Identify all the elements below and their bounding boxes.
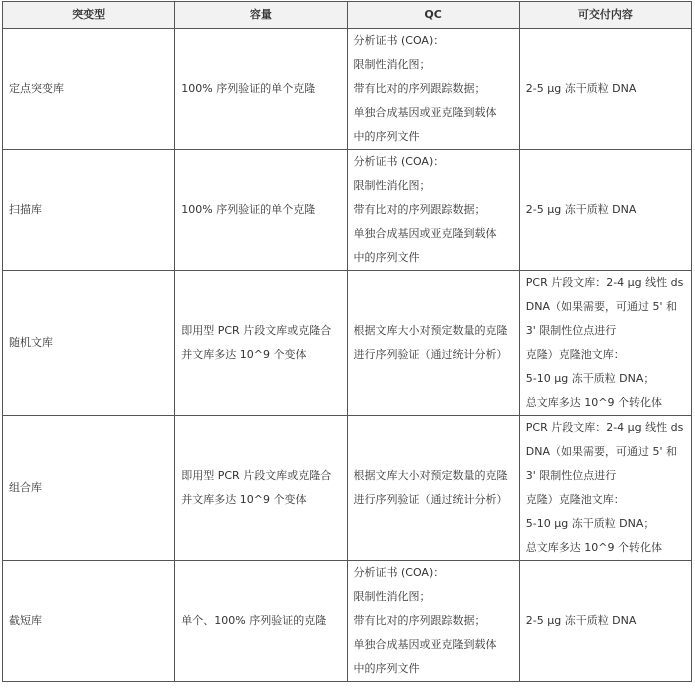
qc-line: 中的序列文件 [353,130,420,143]
library-table [2,1,692,682]
qc-line: 单独合成基因或亚克隆到载体 [353,227,497,240]
cell-type: 截短库 [3,561,175,682]
qc-line: 分析证书 (COA)： [353,566,445,579]
cell-qc [347,150,519,271]
header-row [3,2,692,29]
cell-capacity: 即用型 PCR 片段文库或克隆合并文库多达 10^9 个变体 [175,416,347,561]
cell-deliverable [519,271,691,416]
qc-line: 带有比对的序列跟踪数据； [353,203,486,216]
header-qc: QC [347,2,519,29]
deliverable-line: 2-5 μg 冻干质粒 DNA [525,203,637,216]
cell-capacity: 100% 序列验证的单个克隆 [175,150,347,271]
cell-capacity: 即用型 PCR 片段文库或克隆合并文库多达 10^9 个变体 [175,271,347,416]
cell-type: 组合库 [3,416,175,561]
deliverable-line: PCR 片段文库：2-4 μg 线性 ds [525,276,684,289]
cell-deliverable [519,416,691,561]
cell-capacity: 100% 序列验证的单个克隆 [175,29,347,150]
deliverable-line: DNA（如果需要，可通过 5' 和 [525,445,677,458]
qc-line: 单独合成基因或亚克隆到载体 [353,106,497,119]
deliverable-line: 2-5 μg 冻干质粒 DNA [525,614,637,627]
qc-line: 中的序列文件 [353,251,420,264]
qc-line: 带有比对的序列跟踪数据； [353,614,486,627]
qc-line: 带有比对的序列跟踪数据； [353,82,486,95]
table-row [3,271,692,416]
table-row [3,416,692,561]
cell-deliverable [519,561,691,682]
qc-line: 分析证书 (COA)： [353,155,445,168]
table-row [3,561,692,682]
deliverable-line: DNA（如果需要，可通过 5' 和 [525,300,677,313]
deliverable-line: 5-10 μg 冻干质粒 DNA； [525,372,655,385]
deliverable-line: 3' 限制性位点进行 [525,469,617,482]
cell-type: 随机文库 [3,271,175,416]
deliverable-line: PCR 片段文库：2-4 μg 线性 ds [525,421,684,434]
header-deliverable: 可交付内容 [519,2,691,29]
deliverable-line: 5-10 μg 冻干质粒 DNA； [525,517,655,530]
cell-deliverable [519,29,691,150]
qc-line: 中的序列文件 [353,662,420,675]
cell-type: 扫描库 [3,150,175,271]
cell-qc [347,271,519,416]
header-capacity: 容量 [175,2,347,29]
cell-deliverable [519,150,691,271]
qc-line: 单独合成基因或亚克隆到载体 [353,638,497,651]
deliverable-line: 3' 限制性位点进行 [525,324,617,337]
cell-qc [347,561,519,682]
deliverable-line: 克隆）克隆池文库： [525,348,625,361]
qc-line: 限制性消化图； [353,58,431,71]
deliverable-line: 总文库多达 10^9 个转化体 [525,396,662,409]
header-type: 突变型 [3,2,175,29]
qc-line: 根据文库大小对预定数量的克隆进行序列验证（通过统计分析） [353,324,508,361]
qc-line: 分析证书 (COA)： [353,34,445,47]
cell-capacity: 单个、100% 序列验证的克隆 [175,561,347,682]
qc-line: 限制性消化图； [353,590,431,603]
qc-line: 根据文库大小对预定数量的克隆进行序列验证（通过统计分析） [353,469,508,506]
cell-qc [347,29,519,150]
qc-line: 限制性消化图； [353,179,431,192]
deliverable-line: 2-5 μg 冻干质粒 DNA [525,82,637,95]
cell-qc [347,416,519,561]
deliverable-line: 克隆）克隆池文库： [525,493,625,506]
cell-type: 定点突变库 [3,29,175,150]
table-row [3,29,692,150]
table-row [3,150,692,271]
deliverable-line: 总文库多达 10^9 个转化体 [525,541,662,554]
